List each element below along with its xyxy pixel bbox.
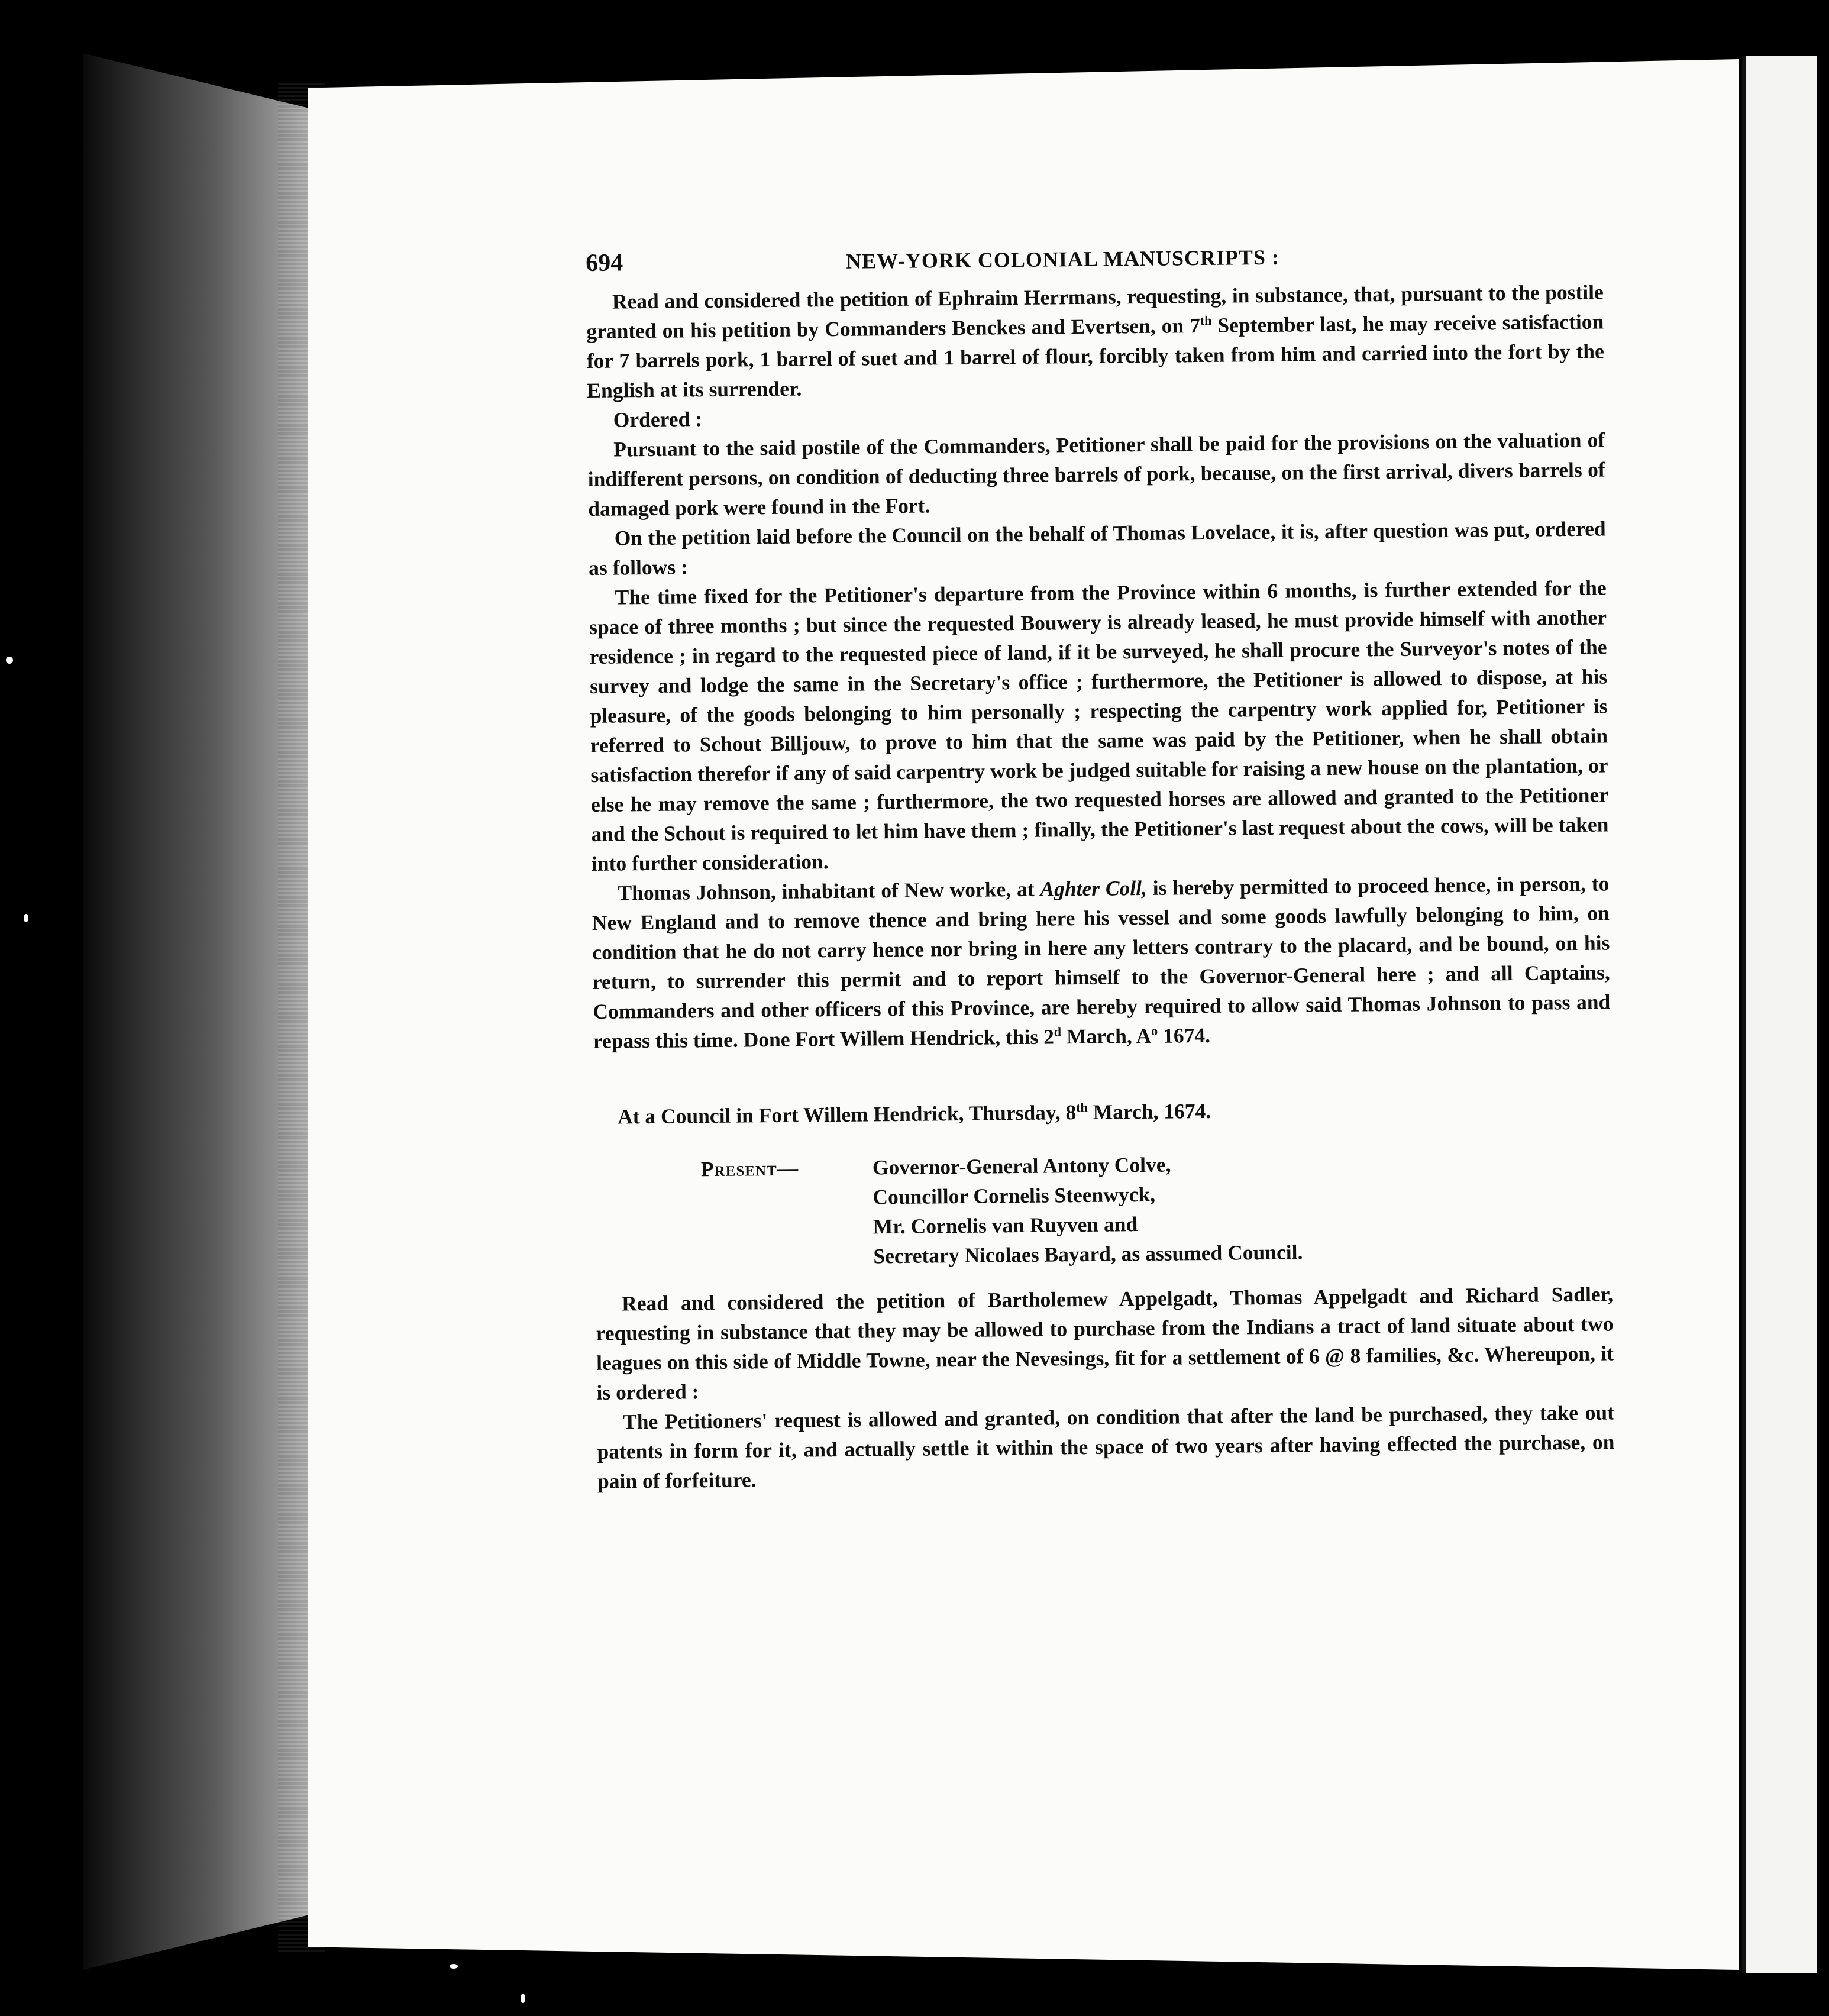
paragraph-appelgadt-order: The Petitioners' request is allowed and granted, on condition that after the land be purchased, they take out patents in form for it, and actually settle it within the space of two years after having effected the purchase, on pain of forfeiture. xyxy=(597,1400,1615,1493)
page-text xyxy=(586,238,1615,1495)
paragraph-appelgadt-petition: Read and considered the petition of Bartholemew Appelgadt, Thomas Appelgadt and Richard Sadler, requesting in substance that they may be allowed to purchase from the Indians a tract of land situate about two leagues on this side of Middle Towne, near the Nevesings, fit for a settlement of 6 @ 8 families, &c. Whereupon, it is ordered : xyxy=(596,1282,1614,1404)
present-label: Present— xyxy=(700,1156,799,1181)
member: Secretary Nicolaes Bayard, as assumed Council. xyxy=(873,1240,1303,1268)
council-heading: At a Council in Fort Willem Hendrick, Thursday, 8th March, 1674. xyxy=(617,1099,1211,1129)
member: Councillor Cornelis Steenwyck, xyxy=(873,1182,1156,1209)
present-members xyxy=(873,1148,1303,1271)
member: Governor-General Antony Colve, xyxy=(872,1152,1171,1180)
scan-speck xyxy=(6,657,13,664)
paragraph-lovelace-order: The time fixed for the Petitioner's departure from the Province within 6 months, is further extended for the space of three months ; but since the requested Bouwery is already leased, he must provide himself with another residence ; in regard to the requested piece of land, if it be surveyed, he shall procure the Surveyor's notes of the survey and lodge the same in the Secretary's office ; furthermore, the Petitioner is allowed to dispose, at his pleasure, of the goods belonging to him personally ; respecting the carpentry work applied for, Petitioner is referred to Schout Billjouw, to prove to him that the same was paid by the Petitioner, when he shall obtain satisfaction therefor if any of said carpentry work be judged suitable for raising a new house on the plantation, or else he may remove the same ; furthermore, the two requested horses are allowed and granted to the Petitioner and the Schout is required to let him have them ; finally, the Petitioner's last request about the cows, will be taken into further consideration. xyxy=(589,576,1609,875)
paragraph-johnson-permit: Thomas Johnson, inhabitant of New worke, at Aghter Coll, is hereby permitted to proceed hence, in person, to New England and to remove thence and bring here his vessel and some goods lawfully belonging to him, on condition that he do not carry hence nor bring in here any letters contrary to the placard, and be bound, on his return, to surrender this permit and to report himself to the Governor-General here ; and all Captains, Commanders and other officers of this Province, are hereby required to allow said Thomas Johnson to pass and repass this time. Done Fort Willem Hendrick, this 2$^d$ March, $A^o$ 1674. xyxy=(592,871,1611,1053)
scan-speck xyxy=(450,1964,458,1969)
member: Mr. Cornelis van Ruyven and xyxy=(873,1212,1138,1239)
paragraph-lovelace-petition: On the petition laid before the Council on the behalf of Thomas Lovelace, it is, after question was put, ordered as follows : xyxy=(588,516,1606,580)
page-number: 694 xyxy=(586,249,623,277)
ordered-label: Ordered : xyxy=(613,407,703,432)
paragraph-herrmans-order: Pursuant to the said postile of the Commanders, Petitioner shall be paid for the provisions on the valuation of indifferent persons, on condition of deducting three barrels of pork, because, on the first arrival, divers barrels of damaged pork were found in the Fort. xyxy=(587,428,1605,521)
paragraph-herrmans-petition: Read and considered the petition of Ephraim Herrmans, requesting, in substance, that, pursuant to the postile granted on his petition by Commanders Benckes and Evertsen, on 7th September last, he may receive satisfaction for 7 barrels pork, 1 barrel of suet and 1 barrel of flour, forcibly taken from him and carried into the fort by the English at its surrender. xyxy=(586,280,1604,402)
scan-speck xyxy=(24,914,28,922)
facing-page-edge xyxy=(1742,56,1817,1973)
present-block xyxy=(594,1145,1613,1274)
scan-speck xyxy=(521,1994,525,2003)
running-title: NEW-YORK COLONIAL MANUSCRIPTS : xyxy=(846,245,1280,273)
